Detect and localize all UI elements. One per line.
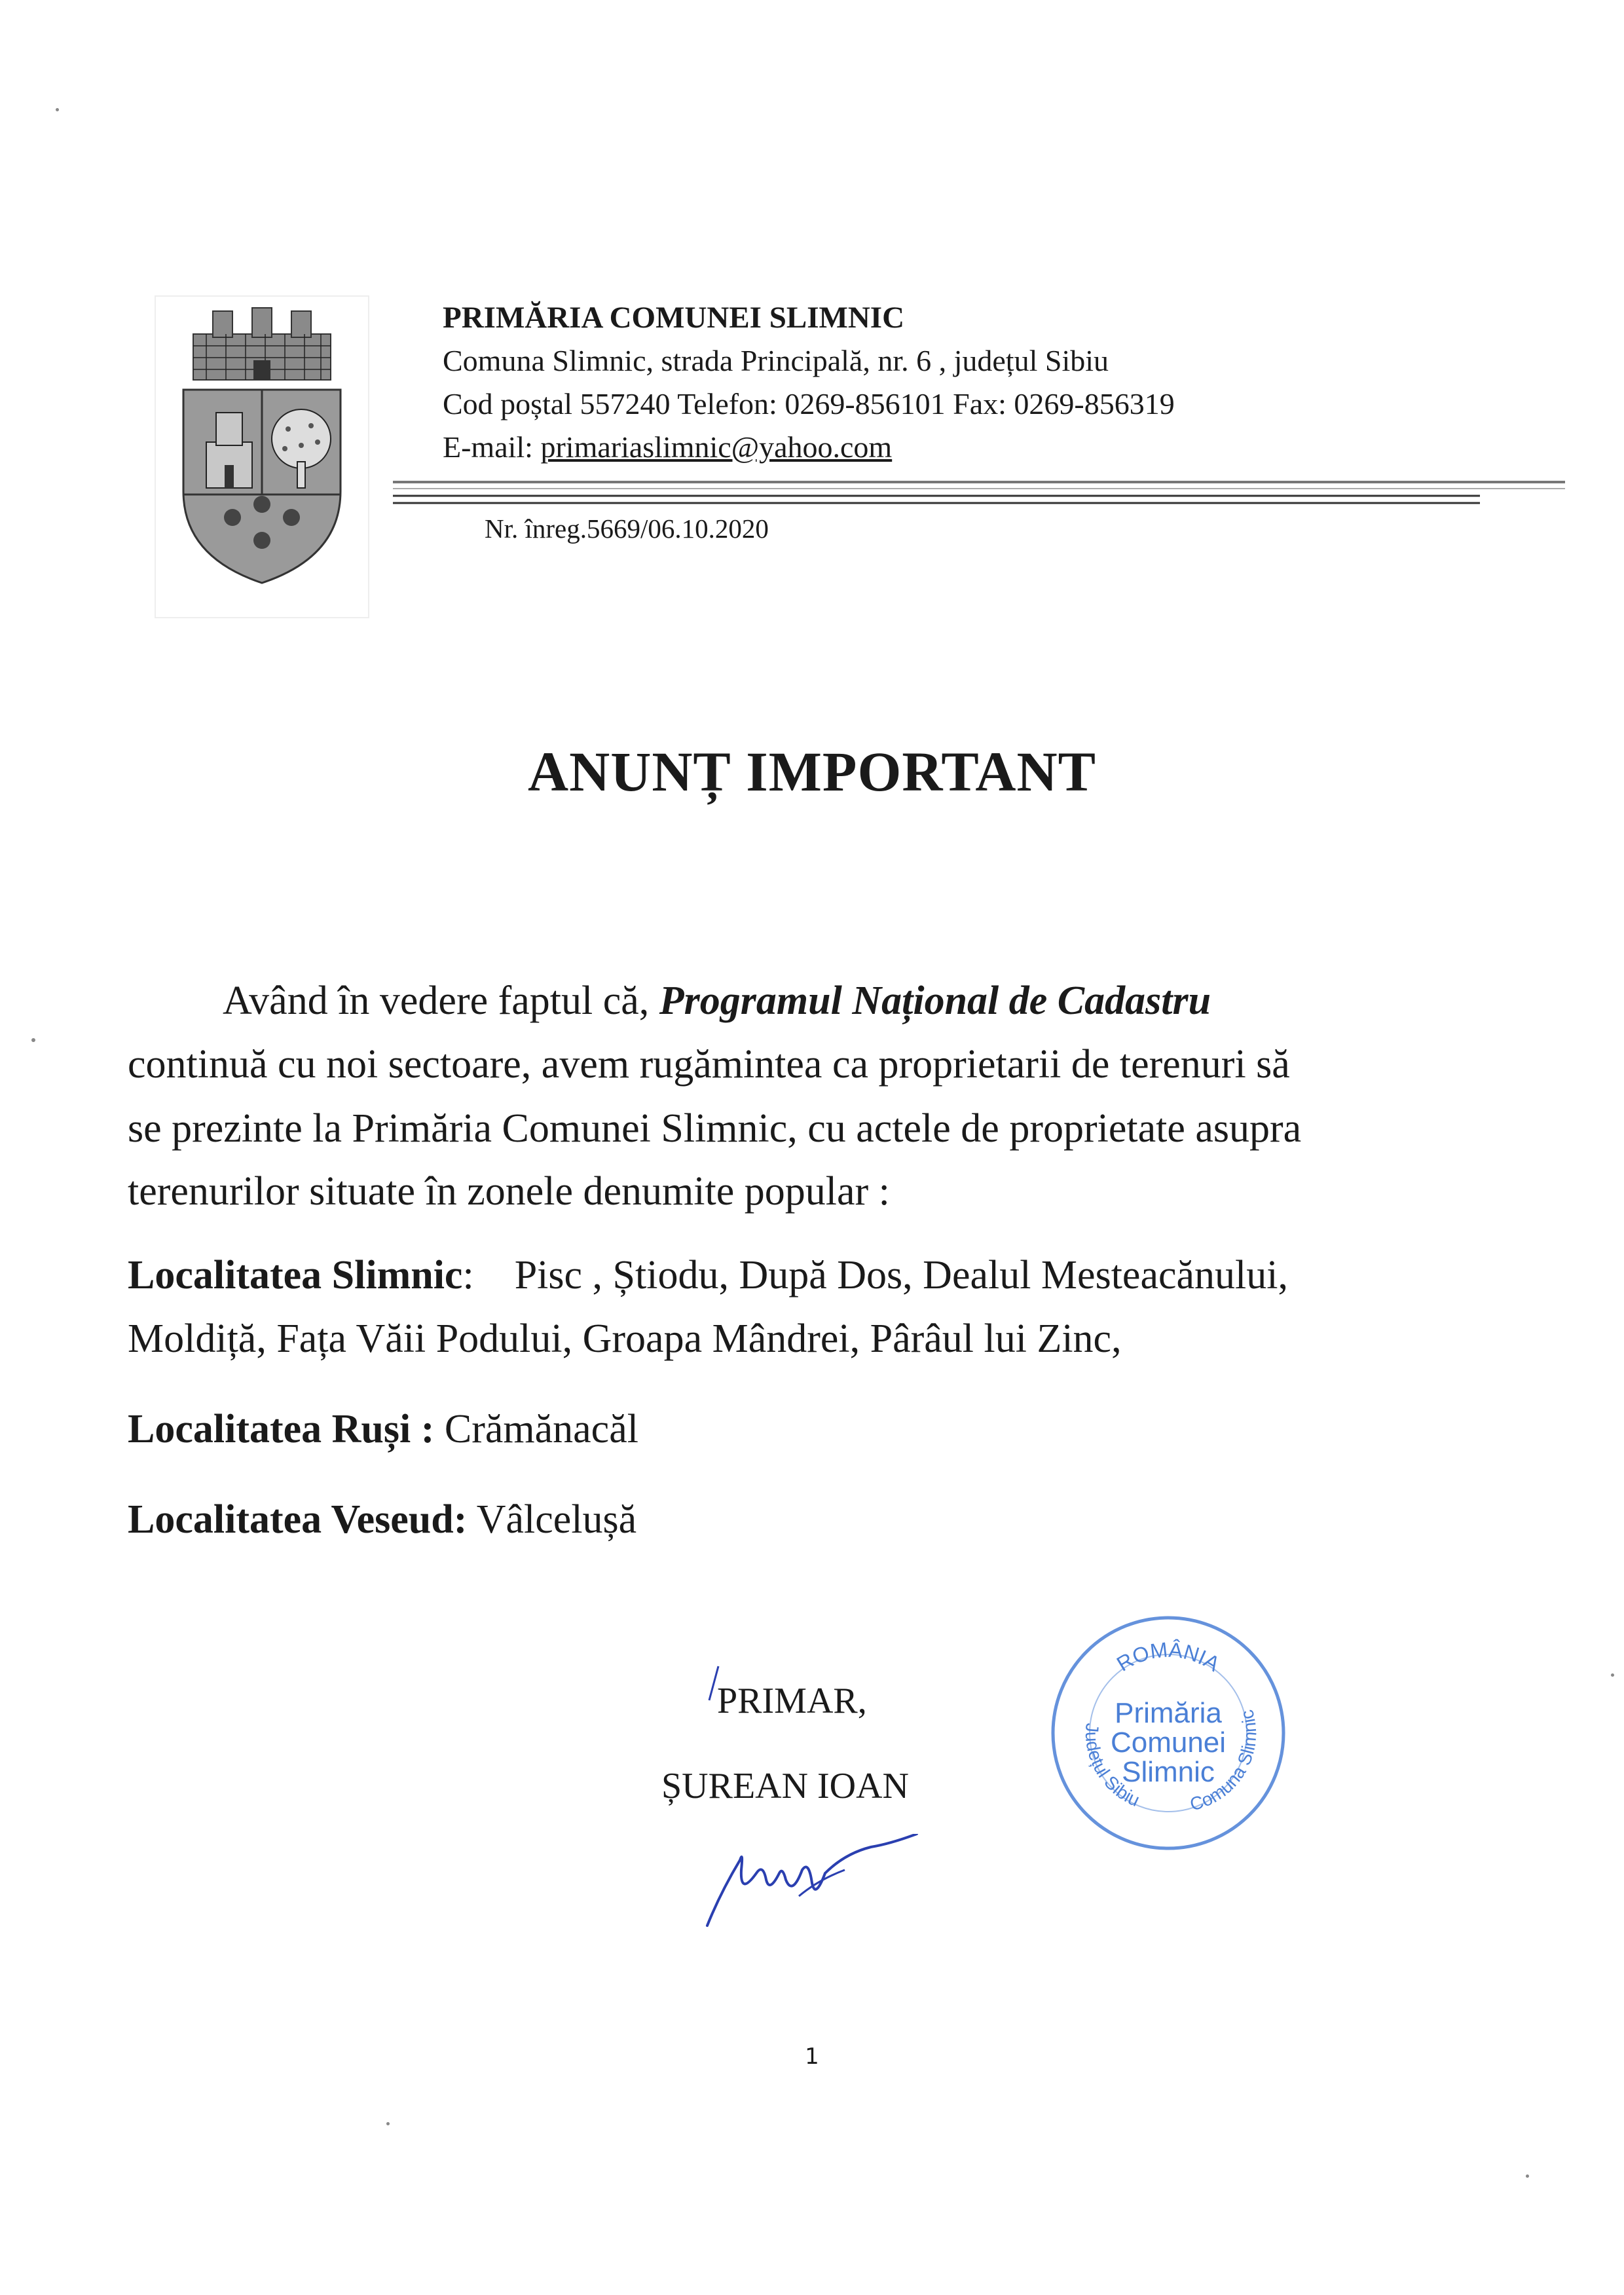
locality-sep bbox=[434, 1407, 445, 1451]
email-label: E-mail: bbox=[443, 430, 541, 464]
stamp-line-2: Comunei bbox=[1110, 1726, 1227, 1759]
locality-areas: Vâlcelușă bbox=[476, 1497, 637, 1542]
page-number: 1 bbox=[805, 2043, 819, 2070]
intro-text: Având în vedere faptul că, bbox=[223, 979, 659, 1023]
registration-number: Nr. înreg.5669/06.10.2020 bbox=[485, 513, 769, 544]
locality-label: Localitatea Veseud: bbox=[128, 1497, 468, 1542]
scan-speck bbox=[1611, 1673, 1614, 1677]
program-name: Programul Național de Cadastru bbox=[659, 979, 1211, 1023]
official-stamp bbox=[1046, 1611, 1290, 1855]
scan-speck bbox=[1526, 2174, 1529, 2178]
scan-speck bbox=[56, 108, 59, 111]
locality-veseud bbox=[128, 1499, 1496, 1540]
locality-label: Localitatea Slimnic bbox=[128, 1253, 463, 1297]
paragraph-line bbox=[223, 980, 1591, 1021]
locality-slimnic-cont: Moldiță, Fața Văii Podului, Groapa Mândrei, Pârâul lui Zinc, bbox=[128, 1316, 1122, 1361]
stamp-line-3: Slimnic bbox=[1122, 1756, 1215, 1788]
paragraph-line: continuă cu noi sectoare, avem rugămintea ca proprietarii de terenuri să bbox=[128, 1042, 1290, 1087]
paragraph-line: terenurilor situate în zonele denumite popular : bbox=[128, 1169, 890, 1214]
institution-address: Comuna Slimnic, strada Principală, nr. 6 , județul Sibiu bbox=[443, 344, 1109, 377]
paragraph-line: se prezinte la Primăria Comunei Slimnic, cu actele de proprietate asupra bbox=[128, 1106, 1302, 1151]
signatory-role: PRIMAR, bbox=[717, 1681, 867, 1721]
signatory-name: ȘUREAN IOAN bbox=[661, 1766, 909, 1806]
stamp-left-arc: Județul Sibiu bbox=[1081, 1722, 1143, 1811]
institution-email-line bbox=[443, 432, 892, 462]
institution-title: PRIMĂRIA COMUNEI SLIMNIC bbox=[443, 301, 905, 335]
handwritten-signature bbox=[694, 1834, 930, 1932]
locality-slimnic bbox=[128, 1255, 1496, 1296]
email-link[interactable]: primariaslimnic@yahoo.com bbox=[540, 430, 893, 464]
scan-speck bbox=[31, 1038, 35, 1042]
page-title: ANUNȚ IMPORTANT bbox=[528, 740, 1096, 803]
stamp-right-arc: Comuna Slimnic bbox=[1187, 1707, 1261, 1815]
locality-areas: Crămănacăl bbox=[444, 1407, 638, 1451]
institution-contact: Cod poștal 557240 Telefon: 0269-856101 Fax: 0269-856319 bbox=[443, 387, 1175, 420]
locality-sep bbox=[467, 1497, 476, 1542]
header-divider bbox=[393, 478, 1565, 511]
locality-rusi bbox=[128, 1409, 1496, 1449]
locality-sep: : bbox=[462, 1253, 515, 1297]
scan-speck bbox=[386, 2122, 390, 2125]
stamp-top-text: ROMÂNIA bbox=[1113, 1637, 1225, 1676]
locality-label: Localitatea Ruși : bbox=[128, 1407, 435, 1451]
stamp-line-1: Primăria bbox=[1115, 1697, 1222, 1729]
locality-areas: Pisc , Știodu, După Dos, Dealul Mesteacănului, bbox=[514, 1253, 1288, 1297]
coat-of-arms-icon bbox=[154, 295, 370, 619]
